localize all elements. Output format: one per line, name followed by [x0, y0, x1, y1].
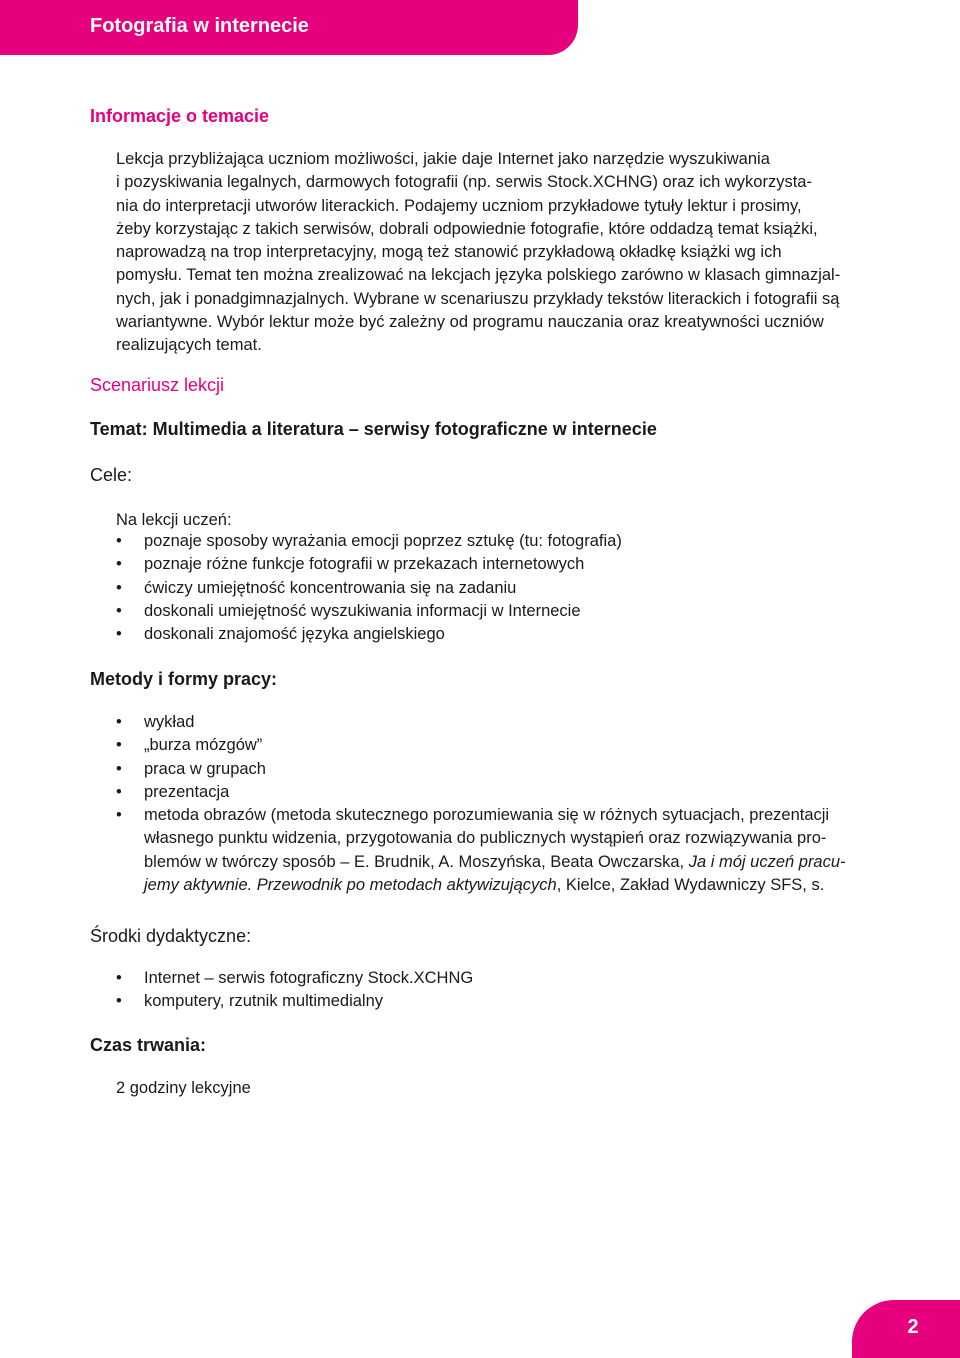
document-title: Fotografia w internecie — [90, 15, 309, 37]
list-item: • ćwiczy umiejętność koncentrowania się na zadaniu — [116, 577, 896, 600]
intro-line: naprowadzą na trop interpretacyjny, mogą też stanowić przykładową okładkę książki wg ich — [116, 243, 782, 262]
method-line: własnego punktu widzenia, przygotowania do publicznych wystąpień oraz rozwiązywania pro- — [144, 829, 827, 848]
header-bar — [0, 0, 578, 55]
intro-line: i pozyskiwania legalnych, darmowych fotografii (np. serwis Stock.XCHNG) oraz ich wykorzysta- — [116, 173, 812, 192]
intro-line: wariantywne. Wybór lektur może być zależny od programu nauczania oraz kreatywności uczniów — [116, 313, 824, 332]
duration-value: 2 godziny lekcyjne — [116, 1079, 251, 1097]
book-title-italic: Ja i mój uczeń pracu- — [688, 852, 846, 871]
goals-list — [116, 530, 896, 646]
lesson-topic: Temat: Multimedia a literatura – serwisy fotograficzne w internecie — [90, 419, 657, 439]
section-title-info: Informacje o temacie — [90, 106, 270, 126]
list-item: • Internet – serwis fotograficzny Stock.XCHNG — [116, 967, 896, 990]
list-item: • komputery, rzutnik multimedialny — [116, 990, 896, 1013]
intro-line: Lekcja przybliżająca uczniom możliwości, jakie daje Internet jako narzędzie wyszukiwania — [116, 150, 770, 168]
goals-heading: Cele: — [90, 465, 133, 485]
list-item: • wykład — [116, 711, 896, 734]
list-item: • doskonali umiejętność wyszukiwania informacji w Internecie — [116, 600, 896, 623]
page-number: 2 — [907, 1316, 919, 1338]
intro-paragraph — [116, 148, 896, 358]
list-item: • doskonali znajomość języka angielskiego — [116, 623, 896, 646]
list-item: • „burza mózgów” — [116, 734, 896, 757]
method-line — [144, 874, 896, 897]
intro-line: nych, jak i ponadgimnazjalnych. Wybrane w scenariuszu przykłady tekstów literackich i fotografii są — [116, 289, 840, 308]
section-title-scenario: Scenariusz lekcji — [90, 375, 225, 395]
book-title-italic: jemy aktywnie. Przewodnik po metodach aktywizujących — [144, 876, 557, 895]
goals-intro: Na lekcji uczeń: — [116, 511, 232, 529]
duration-heading: Czas trwania: — [90, 1035, 207, 1055]
intro-line: realizujących temat. — [116, 336, 262, 355]
list-item: • praca w grupach — [116, 758, 896, 781]
method-line — [144, 851, 896, 874]
method-line: • metoda obrazów (metoda skutecznego porozumiewania się w różnych sytuacjach, prezentacji — [144, 806, 830, 825]
intro-line: pomysłu. Temat ten można zrealizować na lekcjach języka polskiego zarówno w klasach gimnazjal- — [116, 266, 841, 285]
page-number-tab — [852, 1300, 960, 1358]
means-heading: Środki dydaktyczne: — [90, 926, 252, 946]
method-text: , Kielce, Zakład Wydawniczy SFS, s. — [556, 876, 825, 895]
intro-line: nia do interpretacji utworów literackich. Podajemy uczniom przykładowe tytuły lektur i prosimy, — [116, 196, 802, 215]
list-item: • prezentacja — [116, 781, 896, 804]
means-list — [116, 967, 896, 1014]
intro-line: żeby korzystając z takich serwisów, dobrali odpowiednie fotografie, które oddadzą temat książki, — [116, 219, 818, 238]
method-text: blemów w twórczy sposób – E. Brudnik, A. Moszyńska, Beata Owczarska, — [144, 852, 689, 871]
list-item — [116, 804, 896, 897]
list-item: • poznaje różne funkcje fotografii w przekazach internetowych — [116, 553, 896, 576]
methods-heading: Metody i formy pracy: — [90, 669, 278, 689]
methods-list — [116, 711, 896, 897]
list-item: • poznaje sposoby wyrażania emocji poprzez sztukę (tu: fotografia) — [116, 530, 896, 553]
